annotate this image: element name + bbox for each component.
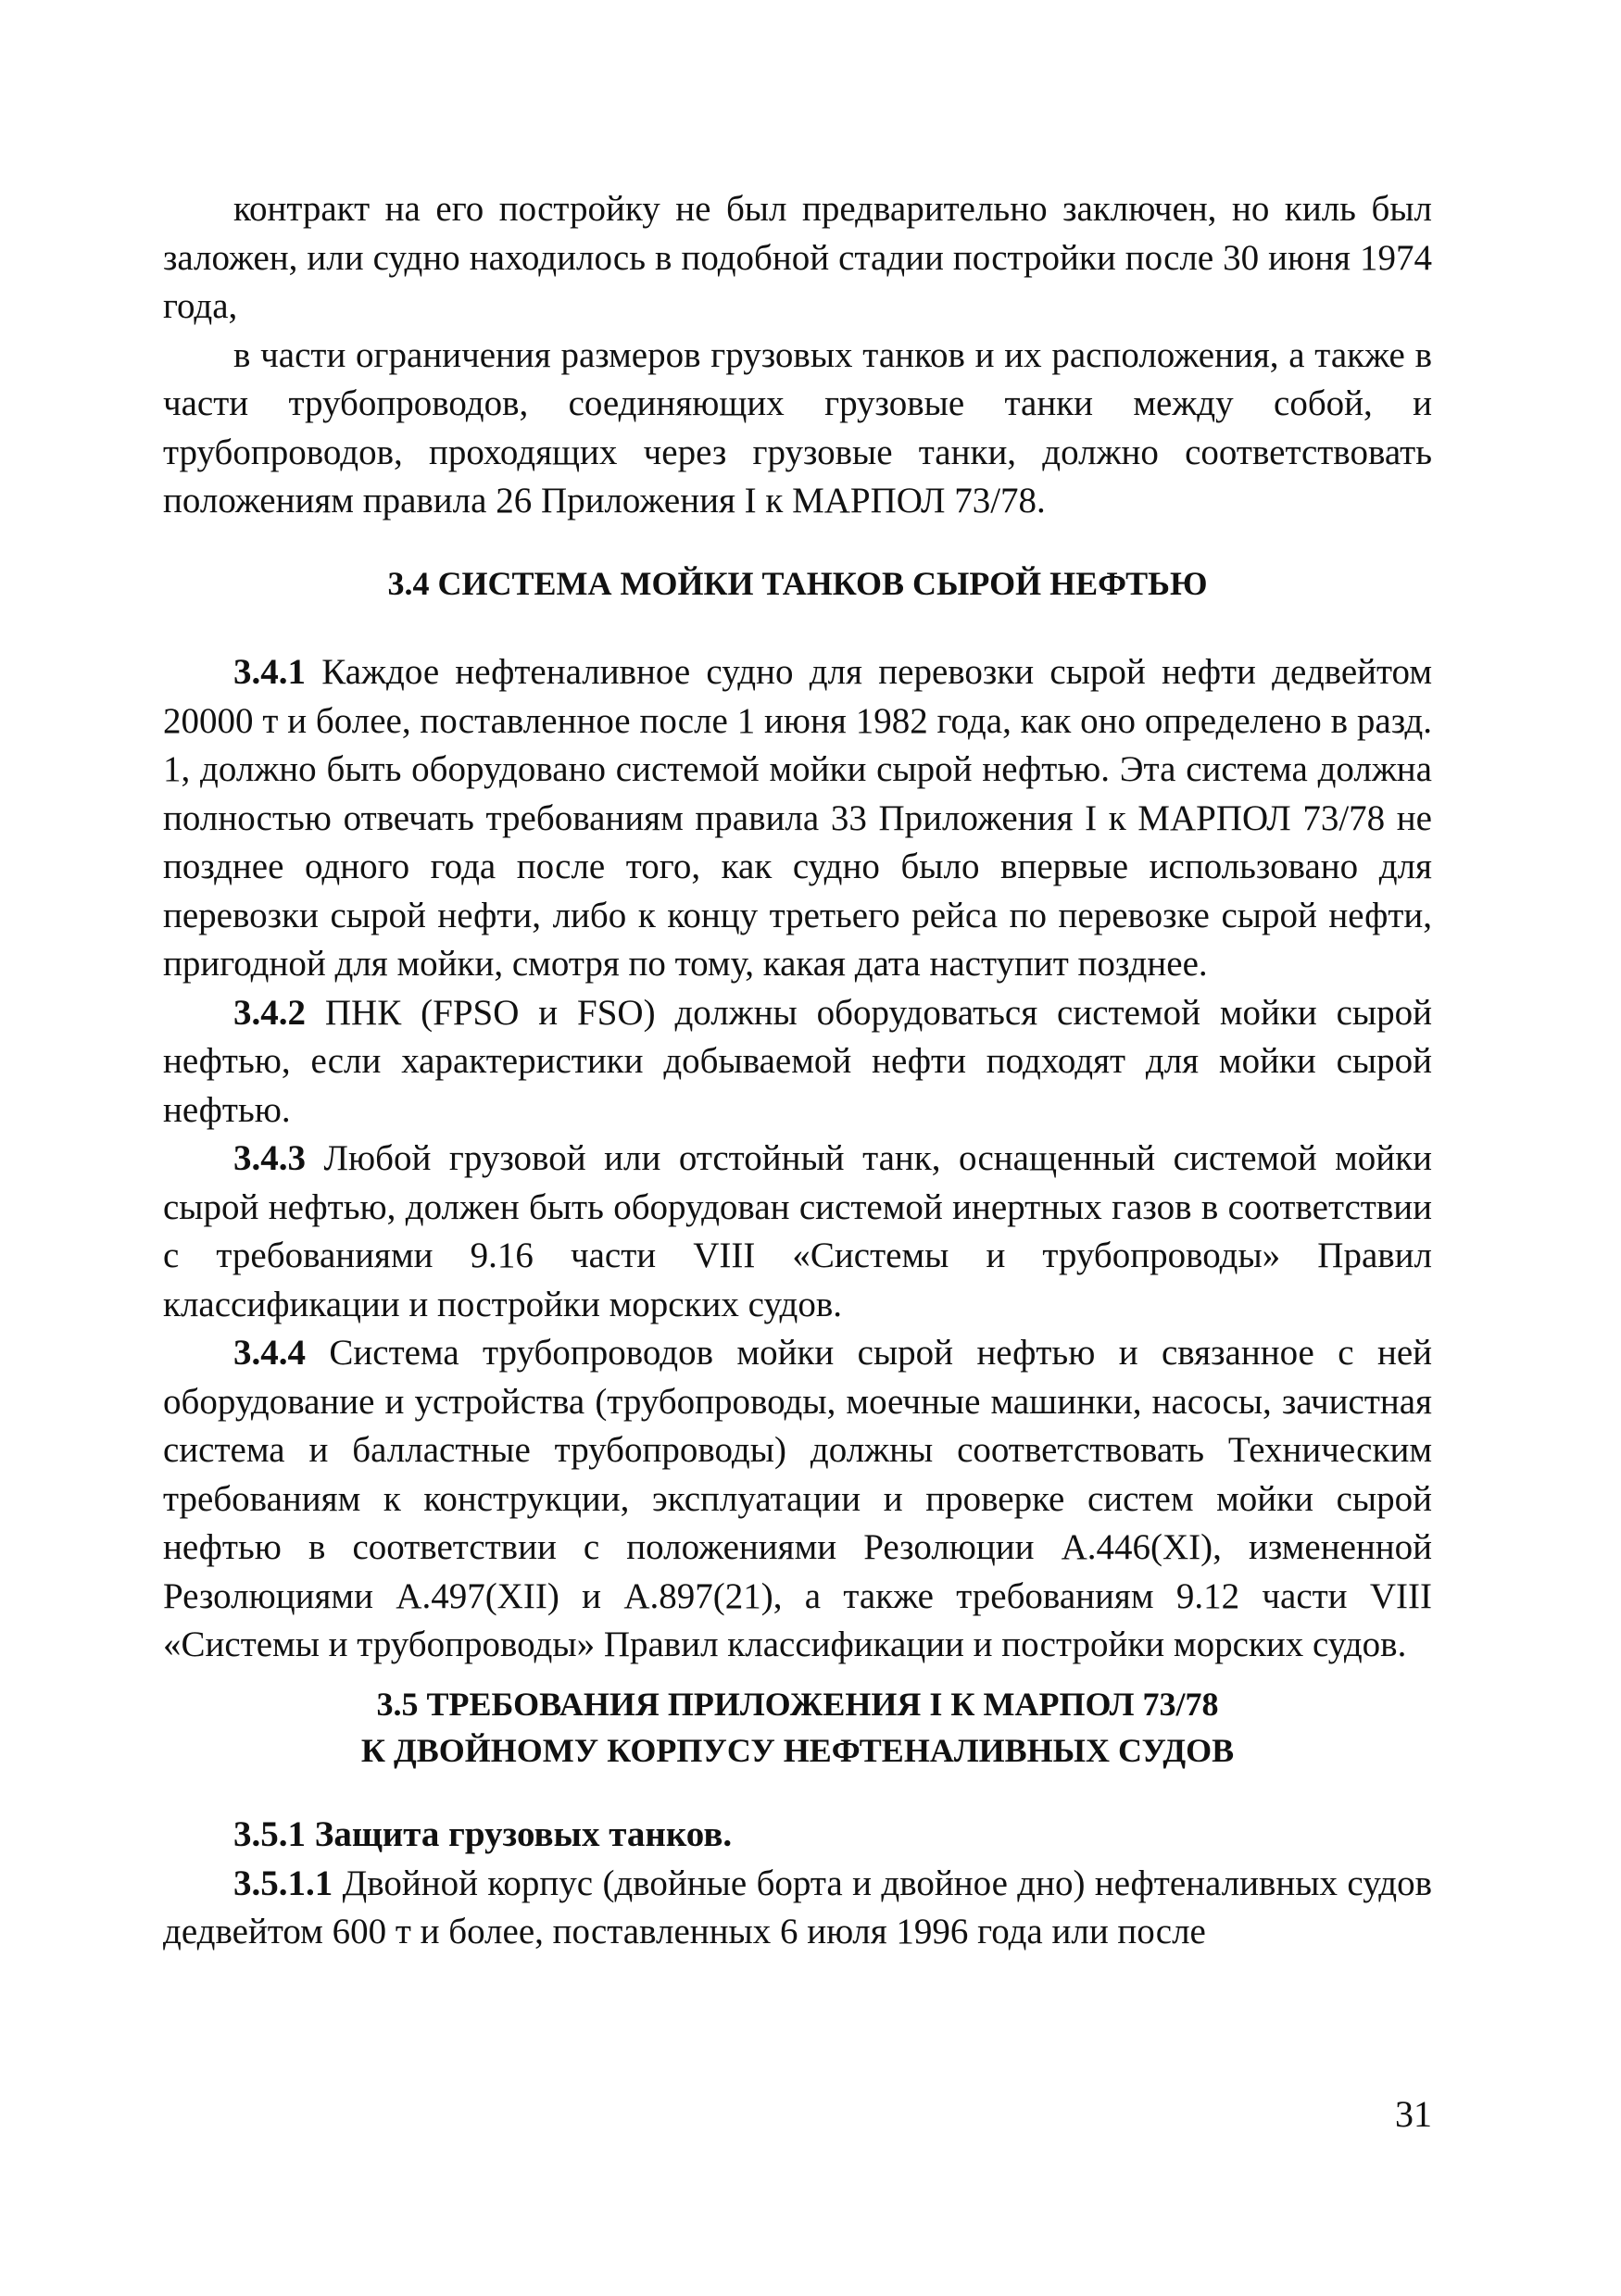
- clause-text: Система трубопроводов мойки сырой нефтью и связанное с ней оборудование и устройства (трубопроводы, моечные машинки, насосы, зачистная система и балластные трубопроводы) должны соответствовать Техническим требованиям к конструкции, эксплуатации и проверке систем мойки сырой нефтью в соответствии с положениями Резолюции А.446(XI), измененной Резолюциями А.497(XII) и А.897(21), а также требованиям 9.12 части VIII «Системы и трубопроводы» Правил классификации и постройки морских судов.: [163, 1333, 1432, 1664]
- clause-text: Любой грузовой или отстойный танк, оснащенный системой мойки сырой нефтью, должен быть оборудован системой инертных газов в соответствии с требованиями 9.16 части VIII «Системы и трубопроводы» Правил классификации и постройки морских судов.: [163, 1138, 1432, 1324]
- paragraph-3-4-1: [163, 648, 1432, 989]
- section-3-5-heading: [163, 1681, 1432, 1774]
- subsection-3-5-1-heading: 3.5.1 Защита грузовых танков.: [233, 1814, 733, 1854]
- clause-text: ПНК (FPSO и FSO) должны оборудоваться системой мойки сырой нефтью, если характеристики добываемой нефти подходят для мойки сырой нефтью.: [163, 992, 1432, 1130]
- clause-number: 3.4.4: [233, 1333, 306, 1373]
- paragraph-3-4-4: [163, 1329, 1432, 1670]
- paragraph-3-4-3: [163, 1135, 1432, 1329]
- section-3-5-body: [163, 1811, 1432, 1957]
- intro-text: [163, 185, 1432, 526]
- intro-paragraph-2: в части ограничения размеров грузовых танков и их расположения, а также в части трубопроводов, соединяющих грузовые танки между собой, и трубопроводов, проходящих через грузовые танки, должно соответствовать положениям правила 26 Приложения I к МАРПОЛ 73/78.: [163, 334, 1432, 521]
- clause-text: Каждое нефтеналивное судно для перевозки сырой нефти дедвейтом 20000 т и более, поставленное после 1 июня 1982 года, как оно определено в разд. 1, должно быть оборудовано системой мойки сырой нефтью. Эта система должна полностью отвечать требованиям правила 33 Приложения I к МАРПОЛ 73/78 не позднее одного года после того, как судно было впервые использовано для перевозки сырой нефти, либо к концу третьего рейса по перевозке сырой нефти, пригодной для мойки, смотря по тому, какая дата наступит позднее.: [163, 652, 1432, 984]
- page-number: 31: [1395, 2093, 1432, 2135]
- section-3-5-heading-line-2: К ДВОЙНОМУ КОРПУСУ НЕФТЕНАЛИВНЫХ СУДОВ: [360, 1732, 1235, 1769]
- section-3-4-heading-text: 3.4 СИСТЕМА МОЙКИ ТАНКОВ СЫРОЙ НЕФТЬЮ: [387, 565, 1208, 602]
- paragraph-3-4-2: [163, 989, 1432, 1135]
- clause-number: 3.4.2: [233, 992, 306, 1033]
- clause-number: 3.4.3: [233, 1138, 306, 1178]
- clause-number: 3.4.1: [233, 652, 306, 692]
- section-3-4-body: [163, 648, 1432, 1670]
- section-3-4-heading: [163, 560, 1432, 607]
- clause-text: Двойной корпус (двойные борта и двойное дно) нефтеналивных судов дедвейтом 600 т и более, поставленных 6 июля 1996 года или после: [163, 1863, 1432, 1951]
- paragraph-3-5-1-1: [163, 1860, 1432, 1957]
- intro-paragraph-1: контракт на его постройку не был предварительно заключен, но киль был заложен, или судно находилось в подобной стадии постройки после 30 июня 1974 года,: [163, 189, 1432, 326]
- section-3-5-heading-line-1: 3.5 ТРЕБОВАНИЯ ПРИЛОЖЕНИЯ I К МАРПОЛ 73/78: [376, 1686, 1219, 1723]
- clause-number: 3.5.1.1: [233, 1863, 333, 1903]
